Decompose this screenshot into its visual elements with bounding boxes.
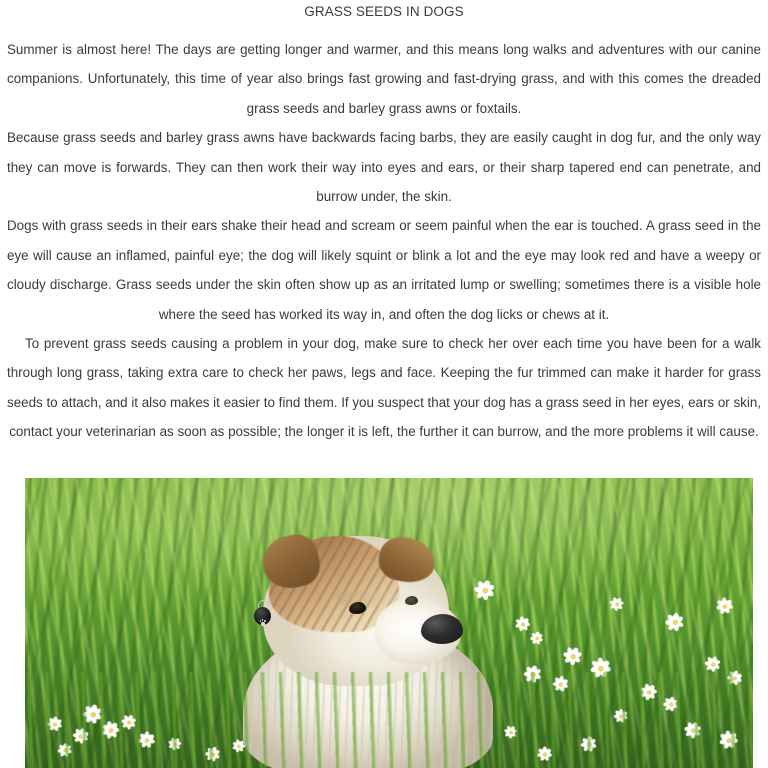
flower-center — [535, 636, 539, 640]
paragraph-3: Dogs with grass seeds in their ears shake their head and scream or seem painful when the ear is touched. A grass seed in the eye will cause an inflamed, painful eye; the dog will likely squint or blink a lot and the eye may look red and have a weepy or cloudy discharge. Grass seeds under the skin often show up as an irritated lump or swelling; sometimes there is a visible hole where the seed has worked its way in, and often the dog licks or chews at it. — [7, 218, 761, 322]
dog-head — [263, 536, 449, 686]
paw-toe-3 — [264, 620, 266, 622]
article-body — [0, 35, 768, 447]
paragraph-1: Summer is almost here! The days are getting longer and warmer, and this means long walks and adventures with our canine companions. Unfortunately, this time of year also brings fast growing and fast-drying grass, and with this comes the dreaded grass seeds and barley grass awns or foxtails. — [7, 42, 761, 116]
tag-disc — [254, 607, 271, 625]
flower-center — [672, 619, 678, 625]
dog-nose — [421, 614, 463, 644]
article-photo — [25, 478, 753, 768]
page-title: GRASS SEEDS IN DOGS — [304, 4, 464, 19]
paragraph-4: To prevent grass seeds causing a problem in your dog, make sure to check her over each time you have been for a walk through long grass, taking extra care to check her paws, legs and face. Keeping the fur trimmed can make it harder for grass seeds to attach, and it also makes it easier to find them. If you suspect that your dog has a grass seed in her eyes, ears or skin, contact your veterinarian as soon as possible; the longer it is left, the further it can burrow, and the more problems it will cause. — [7, 336, 761, 440]
paw-print-icon — [260, 619, 267, 626]
dog-in-grass-photo — [25, 478, 753, 768]
anemone-flower — [665, 612, 686, 633]
foreground-grass-blades — [25, 672, 753, 768]
dog-collar-tag — [253, 600, 273, 626]
paragraph-2: Because grass seeds and barley grass awns have backwards facing barbs, they are easily caught in dog fur, and the only way they can move is forwards. They can then work their way into eyes and ears, or their sharp tapered end can penetrate, and burrow under, the skin. — [7, 130, 761, 205]
anemone-flower — [530, 631, 544, 645]
paw-pad-main — [261, 622, 266, 626]
